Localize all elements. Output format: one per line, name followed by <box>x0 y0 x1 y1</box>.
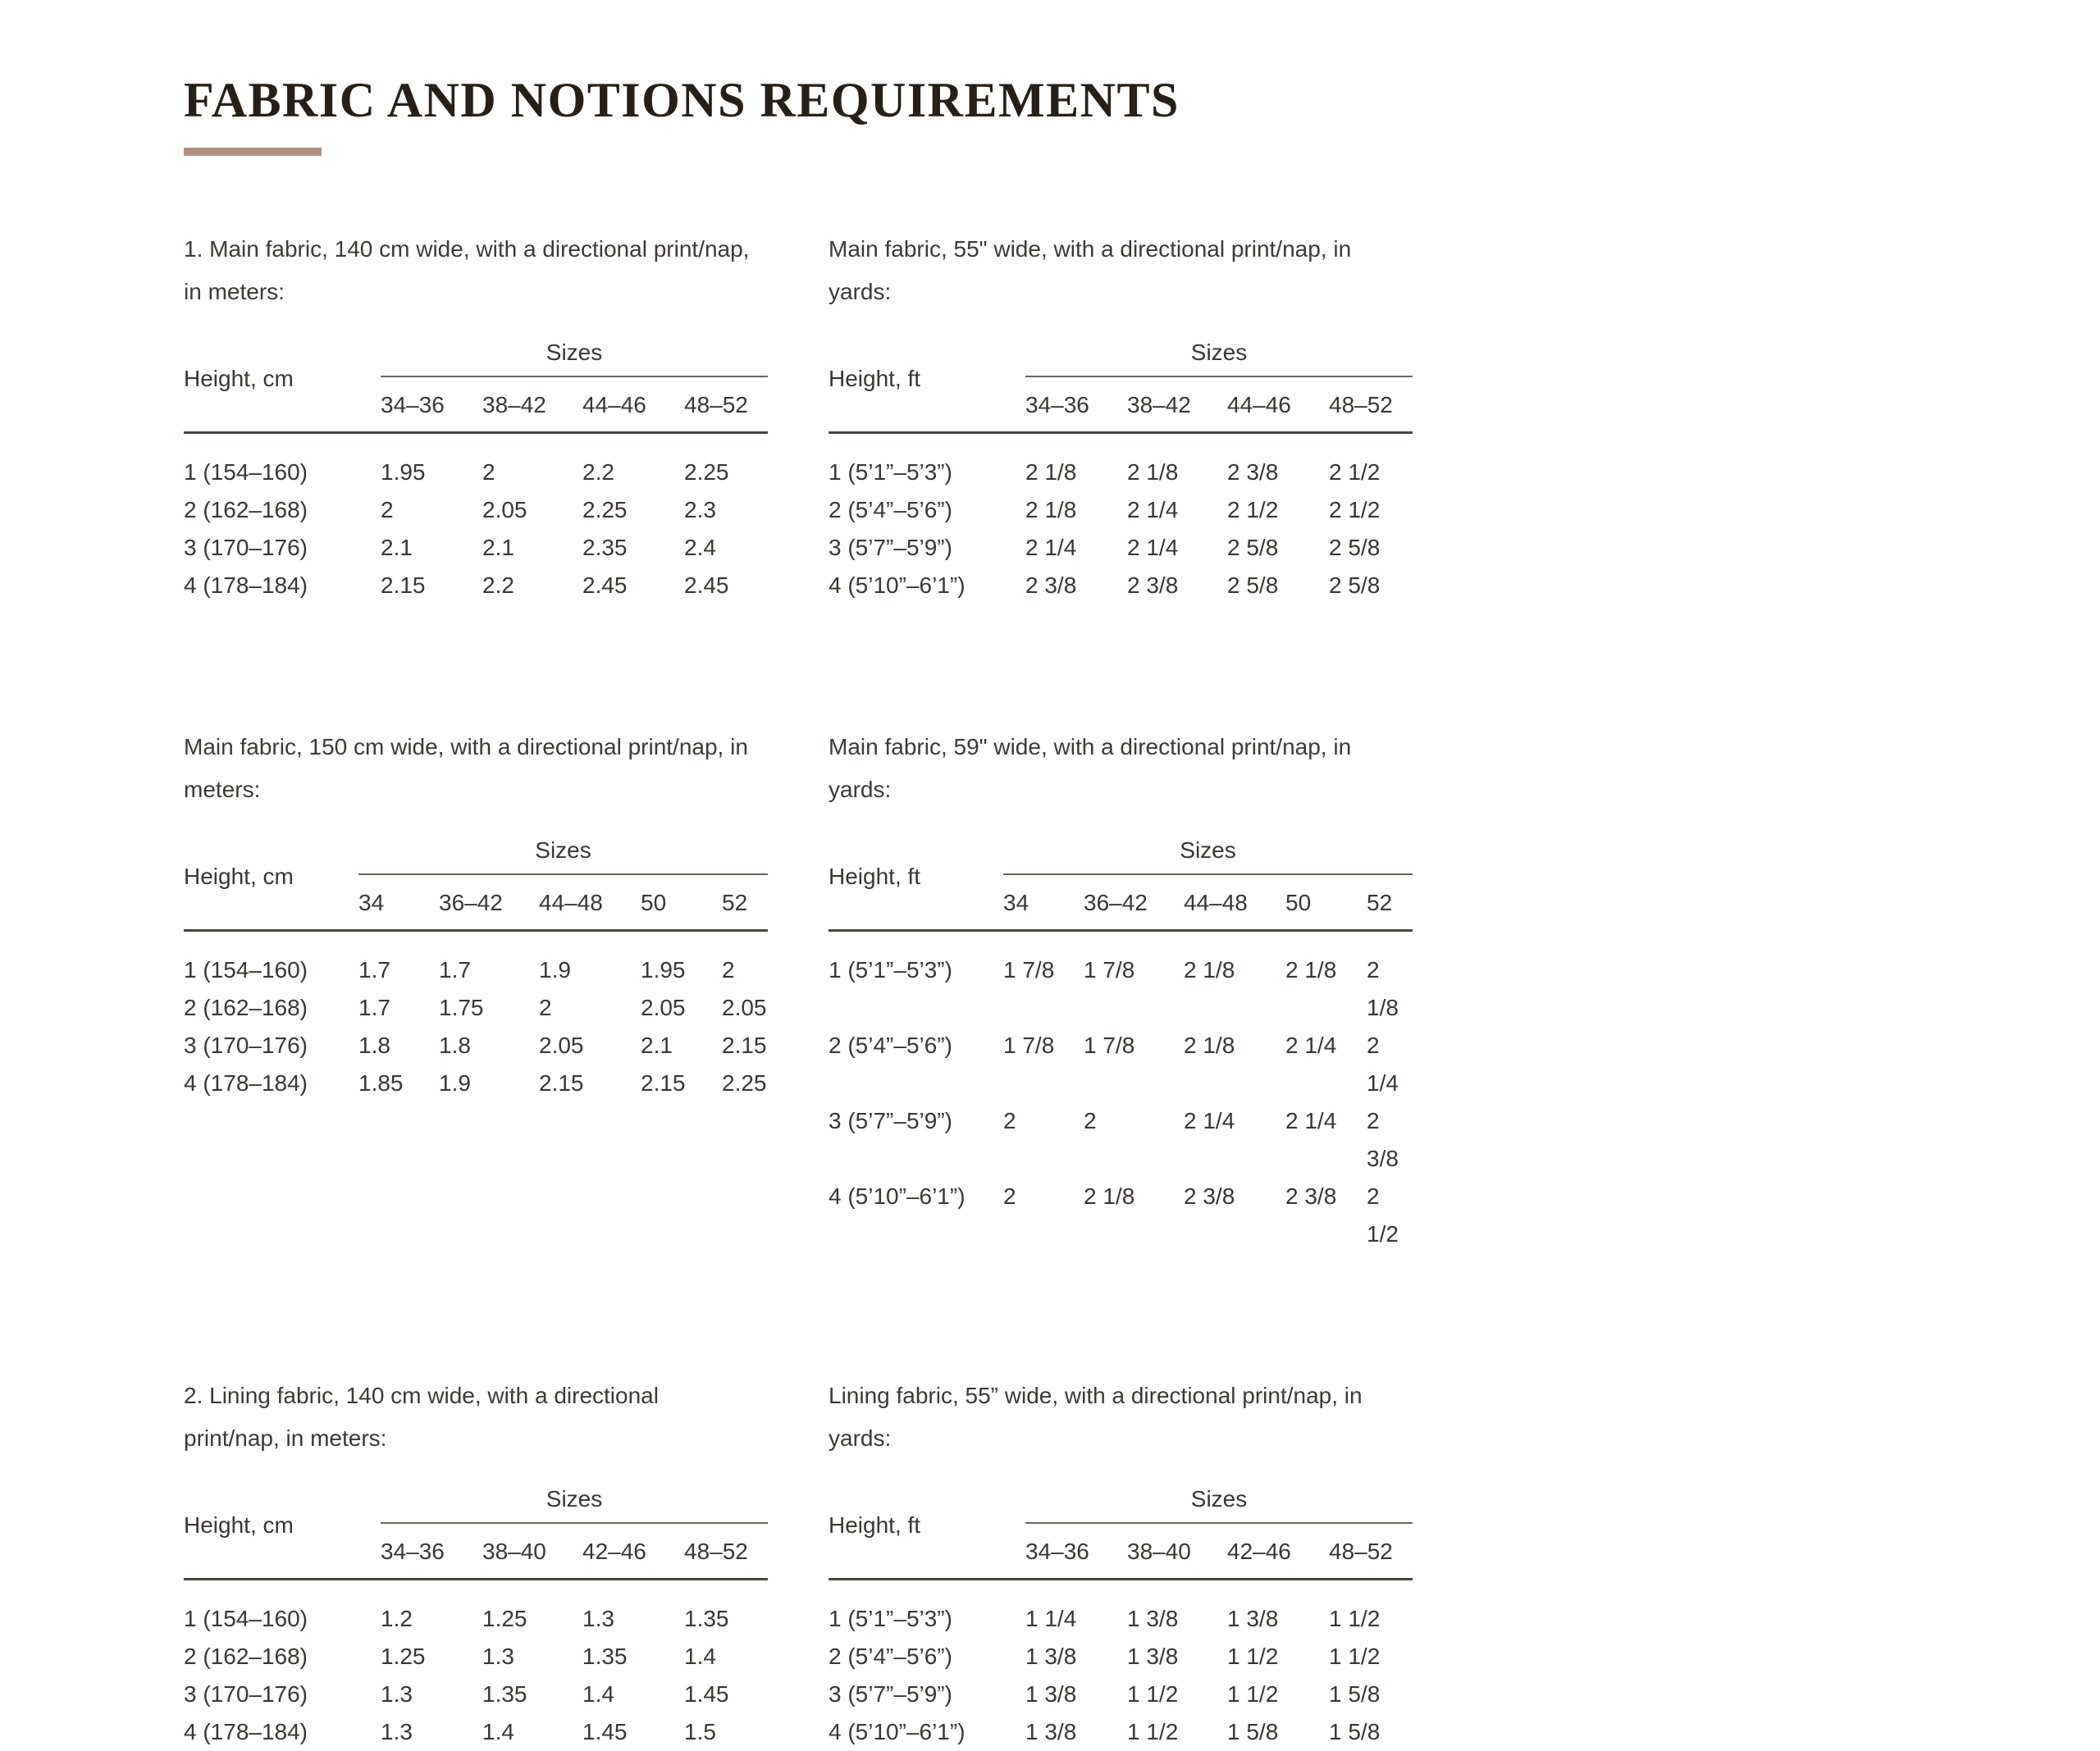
size-value-cell: 2 5/8 <box>1329 572 1381 598</box>
size-column-header: 38–40 <box>482 1539 546 1564</box>
table-row <box>829 529 1413 567</box>
size-value-cell: 1.25 <box>482 1606 527 1631</box>
size-value-cell: 1 3/8 <box>1025 1681 1077 1707</box>
table-head <box>829 1486 1413 1565</box>
size-value-cell: 2.25 <box>582 497 628 522</box>
sizes-group <box>1025 340 1413 418</box>
row-height-label: 1 (5’1”–5’3”) <box>829 957 952 983</box>
table-row <box>184 1713 768 1751</box>
fabric-table-section <box>184 1375 768 1751</box>
sizes-group-label: Sizes <box>1003 837 1413 875</box>
sizes-group <box>1003 837 1413 916</box>
page-header <box>184 75 1463 156</box>
row-height-label: 1 (5’1”–5’3”) <box>829 1606 952 1631</box>
size-value-cell: 2 3/8 <box>1184 1183 1235 1209</box>
table-row <box>184 1638 768 1676</box>
row-height-label: 4 (178–184) <box>184 1719 308 1744</box>
size-value-cell: 1.8 <box>358 1033 390 1058</box>
row-height-label: 4 (5’10”–6’1”) <box>829 572 966 598</box>
size-value-cell: 2 1/4 <box>1184 1108 1235 1133</box>
size-column-headers <box>1025 377 1413 418</box>
size-column-header: 52 <box>722 890 748 915</box>
table-row <box>829 1102 1413 1178</box>
size-value-cell: 1.3 <box>381 1719 413 1744</box>
size-value-cell: 2 1/4 <box>1127 497 1179 522</box>
table-row <box>184 1676 768 1713</box>
table-row <box>829 1713 1413 1751</box>
height-column-label: Height, cm <box>184 366 294 391</box>
size-column-header: 36–42 <box>439 890 503 915</box>
row-height-label: 4 (178–184) <box>184 572 308 598</box>
table-intro: Main fabric, 150 cm wide, with a directional print/nap, in meters: <box>184 734 748 802</box>
table-row <box>829 454 1413 491</box>
size-value-cell: 2 1/2 <box>1367 1183 1399 1247</box>
size-value-cell: 2.1 <box>482 535 514 560</box>
size-value-cell: 2 <box>381 497 394 522</box>
sizes-group-label: Sizes <box>381 340 768 377</box>
size-value-cell: 2.4 <box>684 535 716 560</box>
row-height-label: 2 (5’4”–5’6”) <box>829 1033 952 1058</box>
size-value-cell: 1 7/8 <box>1084 1033 1135 1058</box>
table-rows <box>184 932 768 1102</box>
table-intro: Main fabric, 59" wide, with a directional print/nap, in yards: <box>829 734 1352 802</box>
size-value-cell: 2 1/8 <box>1367 957 1399 1020</box>
size-value-cell: 1.95 <box>641 957 686 983</box>
sizes-group <box>381 340 768 418</box>
fabric-table-section <box>829 1375 1413 1751</box>
table-rows <box>829 1580 1413 1751</box>
tables-grid <box>184 228 1463 1751</box>
size-value-cell: 2.25 <box>684 459 729 485</box>
row-height-label: 4 (178–184) <box>184 1070 308 1096</box>
size-value-cell: 1.4 <box>582 1681 614 1707</box>
size-value-cell: 1.3 <box>482 1644 514 1669</box>
table-rows <box>829 434 1413 604</box>
row-height-label: 3 (170–176) <box>184 1033 308 1058</box>
size-value-cell: 1 1/4 <box>1025 1606 1077 1631</box>
size-value-cell: 1.3 <box>381 1681 413 1707</box>
size-value-cell: 1.35 <box>684 1606 729 1631</box>
size-value-cell: 2 1/4 <box>1285 1033 1337 1058</box>
table-head <box>829 340 1413 418</box>
sizes-group-label: Sizes <box>1025 340 1413 377</box>
size-column-header: 48–52 <box>1329 392 1393 417</box>
size-table <box>829 1486 1413 1751</box>
size-column-header: 44–46 <box>582 392 646 417</box>
size-value-cell: 2 1/8 <box>1025 459 1077 485</box>
size-value-cell: 2 1/8 <box>1184 1033 1235 1058</box>
size-value-cell: 1 7/8 <box>1003 1033 1055 1058</box>
size-value-cell: 1.25 <box>381 1644 426 1669</box>
size-column-header: 48–52 <box>684 1539 748 1564</box>
size-column-header: 52 <box>1367 890 1393 915</box>
size-value-cell: 1 3/8 <box>1227 1606 1279 1631</box>
table-row <box>829 1676 1413 1713</box>
table-row <box>829 1638 1413 1676</box>
size-column-headers <box>358 875 768 916</box>
sizes-group <box>1025 1486 1413 1565</box>
size-value-cell: 2 3/8 <box>1285 1183 1337 1209</box>
row-height-label: 3 (170–176) <box>184 1681 308 1707</box>
size-value-cell: 1 1/2 <box>1227 1681 1279 1707</box>
size-value-cell: 1 1/2 <box>1127 1681 1179 1707</box>
row-height-label: 2 (5’4”–5’6”) <box>829 1644 952 1669</box>
table-intro: 2. Lining fabric, 140 cm wide, with a directional print/nap, in meters: <box>184 1383 659 1451</box>
size-value-cell: 2.05 <box>722 995 767 1020</box>
size-value-cell: 2 3/8 <box>1025 572 1077 598</box>
size-table <box>184 340 768 604</box>
row-height-label: 1 (154–160) <box>184 1606 308 1631</box>
size-value-cell: 2 5/8 <box>1329 535 1381 560</box>
size-value-cell: 2.45 <box>582 572 628 598</box>
size-column-header: 34–36 <box>381 392 445 417</box>
size-value-cell: 2.25 <box>722 1070 767 1096</box>
size-value-cell: 2.05 <box>641 995 686 1020</box>
size-value-cell: 2.15 <box>539 1070 584 1096</box>
fabric-table-section <box>829 726 1413 1253</box>
size-value-cell: 2 1/8 <box>1025 497 1077 522</box>
fabric-table-section <box>184 726 768 1253</box>
size-value-cell: 2 1/8 <box>1127 459 1179 485</box>
size-value-cell: 2 1/8 <box>1184 957 1235 983</box>
size-value-cell: 1 1/2 <box>1227 1644 1279 1669</box>
size-value-cell: 2.3 <box>684 497 716 522</box>
size-value-cell: 2 1/4 <box>1025 535 1077 560</box>
size-value-cell: 1 3/8 <box>1025 1644 1077 1669</box>
size-column-headers <box>381 377 768 418</box>
fabric-table-section <box>184 228 768 604</box>
table-row <box>184 1027 768 1065</box>
size-value-cell: 2 1/4 <box>1285 1108 1337 1133</box>
row-height-label: 1 (154–160) <box>184 957 308 983</box>
table-intro: Main fabric, 55" wide, with a directional print/nap, in yards: <box>829 236 1352 304</box>
row-height-label: 3 (5’7”–5’9”) <box>829 535 952 560</box>
size-value-cell: 1 5/8 <box>1329 1681 1381 1707</box>
height-column-label: Height, cm <box>184 1512 294 1538</box>
size-value-cell: 2 1/2 <box>1329 497 1381 522</box>
size-table <box>829 837 1413 1253</box>
table-row <box>829 951 1413 1027</box>
size-value-cell: 1.3 <box>582 1606 614 1631</box>
table-row <box>829 491 1413 529</box>
size-value-cell: 2 5/8 <box>1227 572 1279 598</box>
size-value-cell: 1 5/8 <box>1227 1719 1279 1744</box>
size-table <box>184 1486 768 1751</box>
size-value-cell: 1.45 <box>684 1681 729 1707</box>
row-height-label: 3 (5’7”–5’9”) <box>829 1108 952 1133</box>
size-value-cell: 2 1/8 <box>1285 957 1337 983</box>
size-value-cell: 2 1/2 <box>1227 497 1279 522</box>
row-height-label: 4 (5’10”–6’1”) <box>829 1719 966 1744</box>
size-column-header: 34–36 <box>381 1539 445 1564</box>
size-value-cell: 1.7 <box>358 995 390 1020</box>
size-value-cell: 1 7/8 <box>1003 957 1055 983</box>
size-value-cell: 1.45 <box>582 1719 628 1744</box>
size-column-header: 34–36 <box>1025 1539 1089 1564</box>
size-value-cell: 2.1 <box>641 1033 673 1058</box>
size-column-header: 42–46 <box>582 1539 646 1564</box>
table-row <box>184 491 768 529</box>
row-height-label: 1 (5’1”–5’3”) <box>829 459 952 485</box>
sizes-group <box>358 837 768 916</box>
row-height-label: 4 (5’10”–6’1”) <box>829 1183 966 1209</box>
size-column-header: 38–42 <box>1127 392 1191 417</box>
table-head <box>829 837 1413 916</box>
row-height-label: 2 (162–168) <box>184 1644 308 1669</box>
table-row <box>184 567 768 604</box>
size-column-header: 38–40 <box>1127 1539 1191 1564</box>
size-column-header: 50 <box>1285 890 1312 915</box>
page-title: FABRIC AND NOTIONS REQUIREMENTS <box>184 73 1180 127</box>
size-table <box>184 837 768 1102</box>
size-value-cell: 2.2 <box>482 572 514 598</box>
table-head <box>184 1486 768 1565</box>
size-value-cell: 1.7 <box>439 957 471 983</box>
size-value-cell: 1 3/8 <box>1127 1644 1179 1669</box>
size-value-cell: 1 1/2 <box>1329 1606 1381 1631</box>
size-value-cell: 2 1/4 <box>1367 1033 1399 1096</box>
size-value-cell: 2 <box>482 459 495 485</box>
size-value-cell: 1 5/8 <box>1329 1719 1381 1744</box>
sizes-group-label: Sizes <box>381 1486 768 1524</box>
size-value-cell: 1.7 <box>358 957 390 983</box>
size-value-cell: 1.8 <box>439 1033 471 1058</box>
size-value-cell: 1.35 <box>582 1644 628 1669</box>
size-value-cell: 1.4 <box>684 1644 716 1669</box>
table-rows <box>184 1580 768 1751</box>
table-row <box>184 1065 768 1102</box>
size-value-cell: 2 3/8 <box>1227 459 1279 485</box>
size-table <box>829 340 1413 604</box>
size-column-header: 44–46 <box>1227 392 1291 417</box>
row-height-label: 1 (154–160) <box>184 459 308 485</box>
height-column-label: Height, ft <box>829 1512 921 1538</box>
table-row <box>829 1027 1413 1102</box>
height-column-label: Height, ft <box>829 864 921 889</box>
row-height-label: 3 (5’7”–5’9”) <box>829 1681 952 1707</box>
size-column-headers <box>1025 1524 1413 1565</box>
table-intro: Lining fabric, 55” wide, with a directional print/nap, in yards: <box>829 1383 1363 1451</box>
size-value-cell: 1 1/2 <box>1329 1644 1381 1669</box>
table-row <box>184 454 768 491</box>
size-value-cell: 2 1/8 <box>1084 1183 1135 1209</box>
title-accent-bar <box>184 148 322 156</box>
row-height-label: 2 (162–168) <box>184 497 308 522</box>
size-value-cell: 2.15 <box>641 1070 686 1096</box>
size-value-cell: 2 <box>1003 1108 1016 1133</box>
size-value-cell: 1 3/8 <box>1127 1606 1179 1631</box>
size-value-cell: 2.1 <box>381 535 413 560</box>
size-column-header: 38–42 <box>482 392 546 417</box>
fabric-table-section <box>829 228 1413 604</box>
table-row <box>829 1178 1413 1253</box>
size-value-cell: 1.4 <box>482 1719 514 1744</box>
table-row <box>829 567 1413 604</box>
table-row <box>184 529 768 567</box>
size-value-cell: 1.85 <box>358 1070 404 1096</box>
table-rows <box>829 932 1413 1253</box>
size-value-cell: 1.95 <box>381 459 426 485</box>
size-value-cell: 2 5/8 <box>1227 535 1279 560</box>
size-value-cell: 2 <box>722 957 735 983</box>
size-value-cell: 1.5 <box>684 1719 716 1744</box>
size-value-cell: 1 1/2 <box>1127 1719 1179 1744</box>
table-rows <box>184 434 768 604</box>
size-column-headers <box>1003 875 1413 916</box>
size-value-cell: 2.05 <box>539 1033 584 1058</box>
size-value-cell: 2.15 <box>381 572 426 598</box>
size-column-header: 48–52 <box>684 392 748 417</box>
size-value-cell: 2 <box>539 995 552 1020</box>
height-column-label: Height, cm <box>184 864 294 889</box>
size-value-cell: 1.9 <box>539 957 571 983</box>
size-column-header: 42–46 <box>1227 1539 1291 1564</box>
size-value-cell: 2.35 <box>582 535 628 560</box>
size-value-cell: 1.35 <box>482 1681 527 1707</box>
size-column-header: 34 <box>1003 890 1029 915</box>
table-head <box>184 837 768 916</box>
table-row <box>829 1600 1413 1638</box>
size-value-cell: 2 1/2 <box>1329 459 1381 485</box>
row-height-label: 3 (170–176) <box>184 535 308 560</box>
size-column-header: 44–48 <box>539 890 603 915</box>
size-value-cell: 2.2 <box>582 459 614 485</box>
size-value-cell: 2.05 <box>482 497 527 522</box>
size-value-cell: 1.2 <box>381 1606 413 1631</box>
size-value-cell: 1 7/8 <box>1084 957 1135 983</box>
size-value-cell: 1 3/8 <box>1025 1719 1077 1744</box>
size-value-cell: 2 1/4 <box>1127 535 1179 560</box>
size-value-cell: 2 3/8 <box>1127 572 1179 598</box>
row-height-label: 2 (5’4”–5’6”) <box>829 497 952 522</box>
size-value-cell: 2 3/8 <box>1367 1108 1399 1171</box>
size-column-header: 48–52 <box>1329 1539 1393 1564</box>
size-column-header: 36–42 <box>1084 890 1148 915</box>
height-column-label: Height, ft <box>829 366 921 391</box>
table-intro: 1. Main fabric, 140 cm wide, with a directional print/nap, in meters: <box>184 236 750 304</box>
size-column-header: 34–36 <box>1025 392 1089 417</box>
size-column-header: 44–48 <box>1184 890 1248 915</box>
size-column-header: 50 <box>641 890 667 915</box>
sizes-group-label: Sizes <box>1025 1486 1413 1524</box>
sizes-group-label: Sizes <box>358 837 768 875</box>
size-value-cell: 2.15 <box>722 1033 767 1058</box>
size-value-cell: 2 <box>1003 1183 1016 1209</box>
table-row <box>184 951 768 989</box>
size-column-header: 34 <box>358 890 385 915</box>
size-value-cell: 2 <box>1084 1108 1097 1133</box>
size-value-cell: 1.75 <box>439 995 484 1020</box>
table-row <box>184 1600 768 1638</box>
size-column-headers <box>381 1524 768 1565</box>
table-row <box>184 989 768 1027</box>
sizes-group <box>381 1486 768 1565</box>
size-value-cell: 1.9 <box>439 1070 471 1096</box>
row-height-label: 2 (162–168) <box>184 995 308 1020</box>
table-head <box>184 340 768 418</box>
size-value-cell: 2.45 <box>684 572 729 598</box>
